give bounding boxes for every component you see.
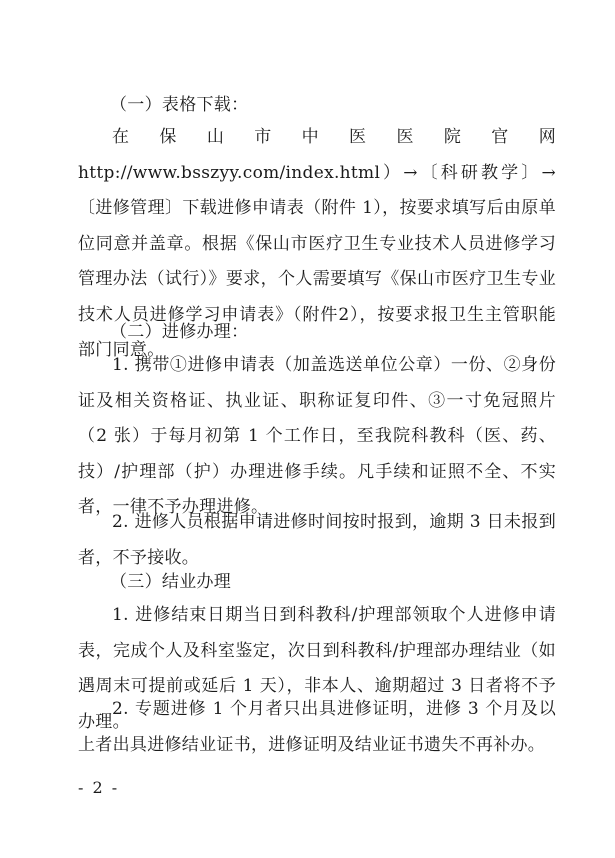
section-3-heading: （三）结业办理 <box>110 572 232 592</box>
page-number: - 2 - <box>78 778 120 797</box>
section-3-paragraph-2: 2. 专题进修 1 个月者只出具进修证明，进修 3 个月及以上者出具进修结业证书，进修证明及结业证书遗失不再补办。 <box>78 699 556 755</box>
section-2-paragraph-2: 2. 进修人员根据申请进修时间按时报到，逾期 3 日未报到者，不予接收。 <box>78 512 556 568</box>
section-3-paragraph-1: 1. 进修结束日期当日到科教科/护理部领取个人进修申请表，完成个人及科室鉴定，次日到科教科/护理部办理结业（如遇周末可提前或延后 1 天），非本人、逾期超过 3 日者将不予办理。 <box>78 605 556 732</box>
section-1-paragraph-1: 在保山市中医医院官网 http://www.bsszyy.com/index.html）→〔科研教学〕→〔进修管理〕下载进修申请表（附件 1），按要求填写后由原单位同意并盖章。根据《保山市医疗卫生专业技术人员进修学习管理办法（试行）》要求，个人需要填写《保山市医疗卫生专业技术人员进修学习申请表》（附件2），按要求报卫生主管职能部门同意。 <box>78 127 556 360</box>
section-2-heading: （二）进修办理： <box>110 322 249 342</box>
section-2-paragraph-1: 1. 携带①进修申请表（加盖选送单位公章）一份、②身份证及相关资格证、执业证、职称证复印件、③一寸免冠照片（2 张）于每月初第 1 个工作日，至我院科教科（医、药、技）/护理部（护）办理进修手续。凡手续和证照不全、不实者，一律不予办理进修。 <box>78 355 556 517</box>
section-1-heading: （一）表格下载： <box>110 95 249 115</box>
